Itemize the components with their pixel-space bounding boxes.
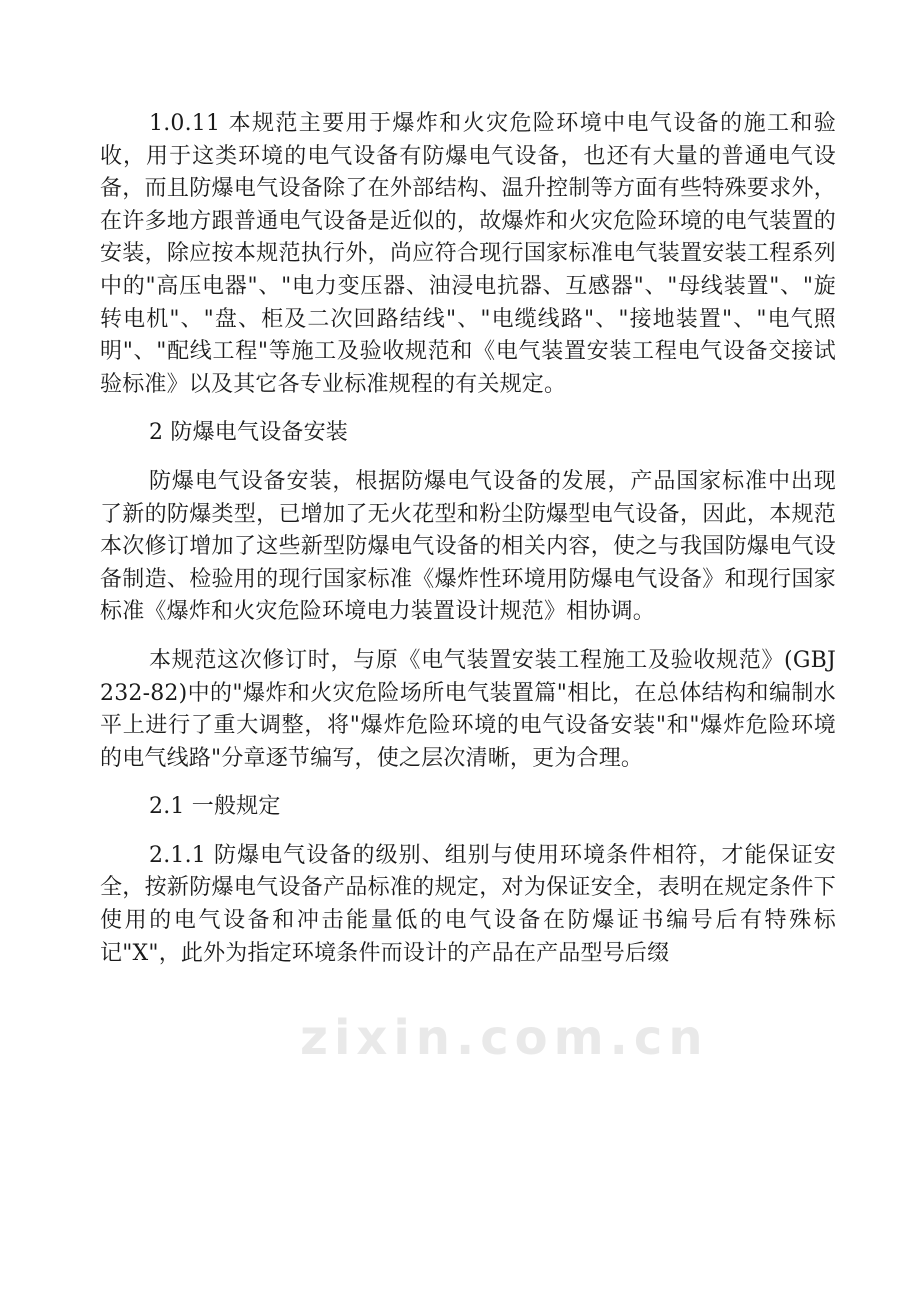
document-body <box>100 108 836 970</box>
paragraph-1-0-11: 1.0.11 本规范主要用于爆炸和火灾危险环境中电气设备的施工和验收，用于这类环境的电气设备有防爆电气设备，也还有大量的普通电气设备，而且防爆电气设备除了在外部结构、温升控制等方面有些特殊要求外，在许多地方跟普通电气设备是近似的，故爆炸和火灾危险环境的电气装置的安装，除应按本规范执行外，尚应符合现行国家标准电气装置安装工程系列中的"高压电器"、"电力变压器、油浸电抗器、互感器"、"母线装置"、"旋转电机"、"盘、柜及二次回路结线"、"电缆线路"、"接地装置"、"电气照明"、"配线工程"等施工及验收规范和《电气装置安装工程电气设备交接试验标准》以及其它各专业标准规程的有关规定。 <box>100 111 836 397</box>
watermark: zixin.com.cn <box>300 1010 709 1066</box>
paragraph-revision-notes: 本规范这次修订时，与原《电气装置安装工程施工及验收规范》(GBJ 232-82)中的"爆炸和火灾危险场所电气装置篇"相比，在总体结构和编制水平上进行了重大调整，将"爆炸危险环境的电气设备安装"和"爆炸危险环境的电气线路"分章逐节编写，使之层次清晰，更为合理。 <box>100 647 836 771</box>
section-heading-2-1: 2.1 一般规定 <box>149 794 281 820</box>
paragraph-explosion-proof-installation: 防爆电气设备安装，根据防爆电气设备的发展，产品国家标准中出现了新的防爆类型，已增加了无火花型和粉尘防爆型电气设备，因此，本规范本次修订增加了这些新型防爆电气设备的相关内容，使之与我国防爆电气设备制造、检验用的现行国家标准《爆炸性环境用防爆电气设备》和现行国家标准《爆炸和火灾危险环境电力装置设计规范》相协调。 <box>100 468 836 625</box>
paragraph-2-1-1: 2.1.1 防爆电气设备的级别、组别与使用环境条件相符，才能保证安全，按新防爆电气设备产品标准的规定，对为保证安全，表明在规定条件下使用的电气设备和冲击能量低的电气设备在防爆证书编号后有特殊标记"X"，此外为指定环境条件而设计的产品在产品型号后缀 <box>100 842 836 966</box>
section-heading-2: 2 防爆电气设备安装 <box>149 420 348 446</box>
